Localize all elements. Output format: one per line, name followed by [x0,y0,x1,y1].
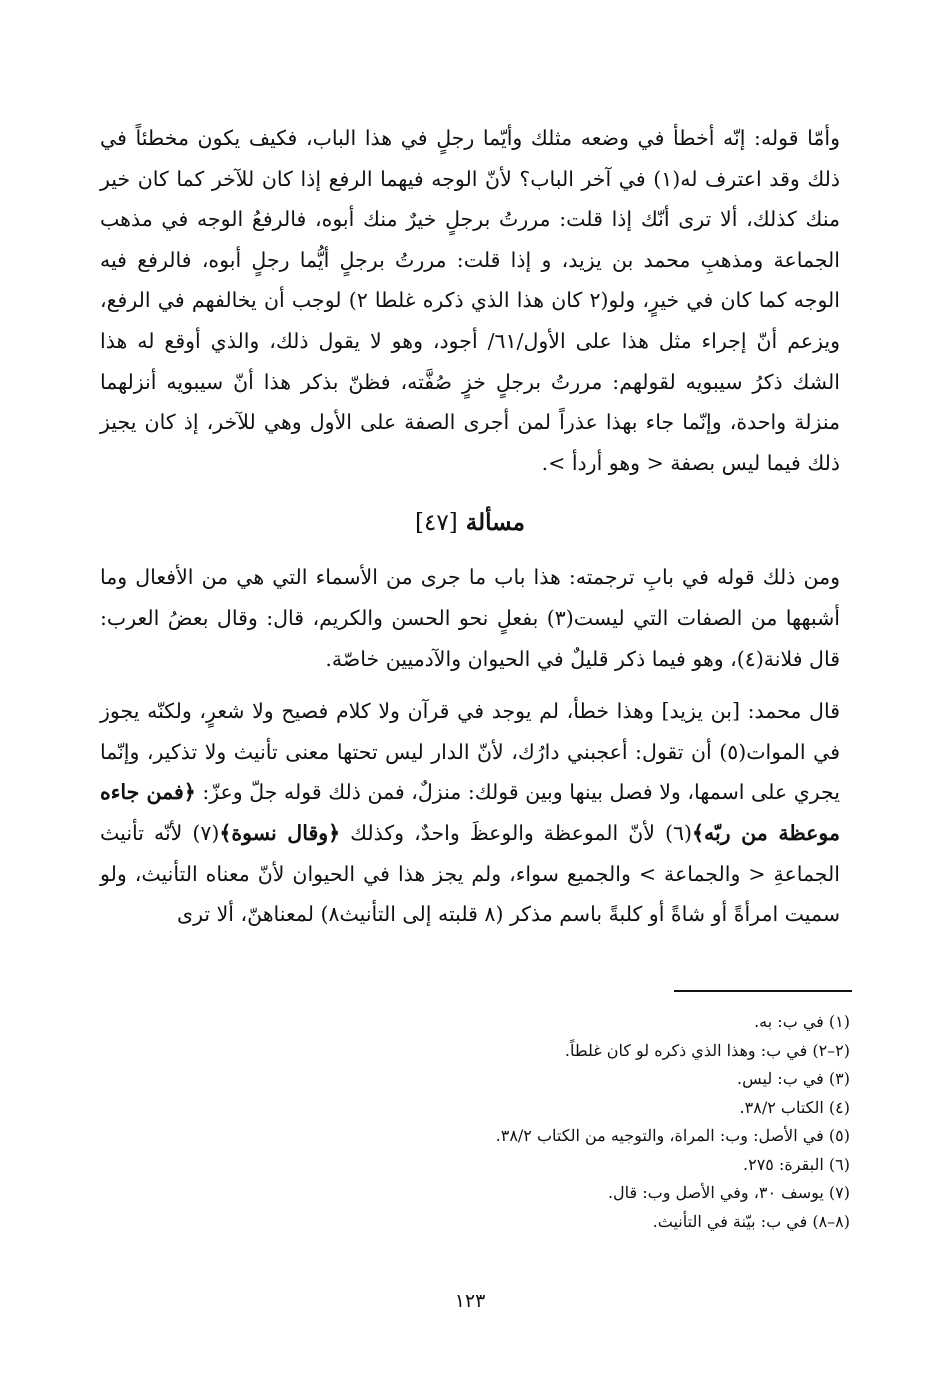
footnote: (٧) يوسف ٣٠، وفي الأصل وب: قال. [607,1183,850,1202]
paragraph-3-part-1: قال محمد: [بن يزيد] وهذا خطأ، لم يوجد في قرآن ولا كلام فصيح ولا شعرٍ، ولكنّه يجوز في الموات(٥) أن تقول: أعجبني دارُك، لأنّ الدار ليس تحتها معنى تأنيث ولا تذكير، وإنّما يجري على اسمها، ولا فصل بينها وبين قولك: منزلٌ، فمن ذلك قوله جلّ وعزّ: [100,699,840,805]
footnote: (٤) الكتاب ٣٨/٢. [739,1097,850,1117]
paragraph-3 [100,691,840,935]
footnote: (٣) في ب: ليس. [737,1069,850,1088]
page-body [100,118,840,935]
paragraph-gap [100,679,840,691]
footnote: (٦) البقرة: ٢٧٥. [743,1154,850,1174]
paragraph-2: ومن ذلك قوله في بابِ ترجمته: هذا باب ما جرى من الأسماء التي هي من الأفعال وما أشبهها من الصفات التي ليست(٣) بفعلٍ نحو الحسن والكريم، قال: وقال بعضُ العرب: قال فلانة(٤)، وهو فيما ذكر قليلٌ في الحيوان والآدميين خاصّة. [100,565,840,671]
section-heading [100,503,840,543]
footnote: (٥) في الأصل: وب: المراة، والتوجيه من الكتاب ٣٨/٢. [495,1126,850,1145]
quran-quote-1: ﴿فمن جاءه موعظة من ربّه﴾ [100,780,840,845]
footnote: (٨–٨) في ب: بيّنة في التأنيث. [652,1211,850,1231]
page-number: ١٢٣ [454,1290,486,1312]
paragraph-3-part-2: (٦) لأنّ الموعظة والوعظَ واحدٌ، وكذلك [340,820,692,845]
footnote: (١) في ب: به. [754,1012,850,1031]
paragraph-1: وأمّا قوله: إنّه أخطأ في وضعه مثلك وأيّما رجلٍ في هذا الباب، فكيف يكون مخطئاً في ذلك وقد اعترف له(١) في آخر الباب؟ لأنّ الوجه فيهما الرفع إذا كان للآخر كما كان خير منك كذلك، ألا ترى أنّك إذا قلت: مررتُ برجلٍ خيرٌ منك أبوه، فالرفعُ الوجه في مذهب الجماعة ومذهبِ محمد بن يزيد، و إذا قلت: مررتُ برجلٍ أيُّما رجلٍ أبوه، فالرفع فيه الوجه كما كان في خيرٍ، ولو(٢ كان هذا الذي ذكره غلطا ٢) لوجب أن يخالفهم في الرفع، ويزعم أنّ إجراء مثل هذا على الأول/٦١/ أجود، وهو لا يقول ذلك، والذي أوقع له هذا الشك ذكرُ سيبويه لقولهم: مررتُ برجلٍ خزٍ صُفَّته، فظنّ بذكر هذا أنّ سيبويه أنزلهما منزلة واحدة، وإنّما جاء بهذا عذراً لمن أجرى الصفة على الأول وهي للآخر، إذ كان يجيز ذلك فيما ليس بصفة < وهو أردأ >. [100,126,840,475]
footnotes [100,1008,850,1236]
heading-title: مسألة [465,509,525,537]
heading-number: [٤٧] [415,510,458,537]
paragraph-3-part-3: (٧) لأنّه تأنيث الجماعةِ < والجماعة > والجميع سواء، ولم يجز هذا في الحيوان لأنّ معناه التأنيث، ولو سميت امرأةً أو شاةً أو كلبةً باسم مذكر (٨ قلبته إلى التأنيث٨) لمعناهنّ، ألا ترى [100,820,840,927]
quran-quote-2: ﴿وقال نسوة﴾ [219,820,341,845]
footnote-divider [674,990,852,992]
footnote: (٢–٢) في ب: وهذا الذي ذكره لو كان غلطاً. [564,1040,850,1060]
